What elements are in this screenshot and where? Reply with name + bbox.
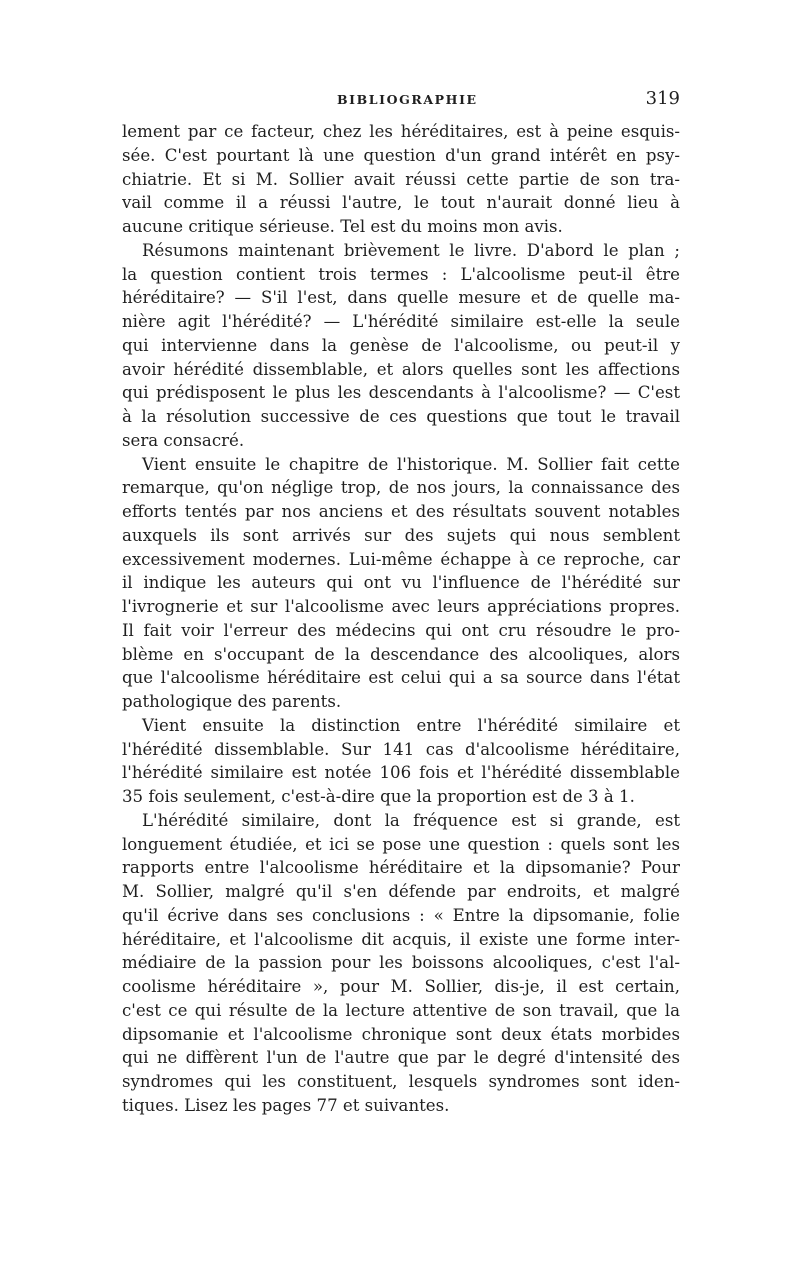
text-line: Résumons maintenant brièvement le livre. D'abord le plan ;	[142, 240, 680, 260]
text-line: Vient ensuite la distinction entre l'hérédité similaire et	[142, 715, 680, 735]
text-line: L'hérédité similaire, dont la fréquence est si grande, est	[142, 810, 680, 830]
text-line: vail comme il a réussi l'autre, le tout n'aurait donné lieu à	[122, 193, 680, 213]
text-line: la question contient trois termes : L'alcoolisme peut-il être	[122, 264, 680, 284]
text-line: longuement étudiée, et ici se pose une question : quels sont les	[122, 834, 680, 854]
body-text	[122, 120, 680, 1118]
text-line: l'ivrognerie et sur l'alcoolisme avec leurs appréciations propres.	[122, 597, 680, 616]
text-line: il indique les auteurs qui ont vu l'influence de l'hérédité sur	[122, 573, 680, 593]
text-line: M. Sollier, malgré qu'il s'en défende par endroits, et malgré	[122, 882, 680, 901]
text-line: syndromes qui les constituent, lesquels syndromes sont iden-	[122, 1072, 680, 1091]
text-line: rapports entre l'alcoolisme héréditaire et la dipsomanie? Pour	[122, 858, 680, 878]
paragraph	[122, 714, 680, 809]
text-line: qu'il écrive dans ses conclusions : « Entre la dipsomanie, folie	[122, 905, 680, 925]
text-line: qui ne diffèrent l'un de l'autre que par le degré d'intensité des	[122, 1048, 680, 1068]
text-line: remarque, qu'on néglige trop, de nos jours, la connaissance des	[122, 478, 680, 498]
text-line: excessivement modernes. Lui-même échappe à ce reproche, car	[122, 549, 680, 569]
text-line: qui prédisposent le plus les descendants à l'alcoolisme? — C'est	[122, 383, 680, 403]
text-line: auxquels ils sont arrivés sur des sujets qui nous semblent	[122, 525, 680, 545]
paragraph	[122, 120, 680, 239]
paragraph	[122, 809, 680, 1118]
text-line: sera consacré.	[122, 430, 245, 450]
text-line: aucune critique sérieuse. Tel est du moins mon avis.	[122, 217, 563, 236]
text-line: efforts tentés par nos anciens et des résultats souvent notables	[122, 502, 680, 521]
text-line: avoir hérédité dissemblable, et alors quelles sont les affections	[122, 359, 680, 379]
paragraph	[122, 453, 680, 714]
paragraph	[122, 239, 680, 453]
text-line: blème en s'occupant de la descendance des alcooliques, alors	[122, 644, 680, 664]
text-line: l'hérédité similaire est notée 106 fois et l'hérédité dissemblable	[122, 763, 680, 783]
text-line: dipsomanie et l'alcoolisme chronique sont deux états morbides	[122, 1024, 680, 1044]
text-line: Vient ensuite le chapitre de l'historique. M. Sollier fait cette	[142, 454, 680, 474]
text-line: lement par ce facteur, chez les héréditaires, est à peine esquis-	[122, 122, 680, 141]
text-line: à la résolution successive de ces questions que tout le travail	[122, 407, 680, 426]
text-line: l'hérédité dissemblable. Sur 141 cas d'alcoolisme héréditaire,	[122, 739, 680, 759]
text-line: héréditaire, et l'alcoolisme dit acquis, il existe une forme inter-	[122, 929, 680, 949]
text-line: sée. C'est pourtant là une question d'un grand intérêt en psy-	[122, 145, 680, 165]
text-line: héréditaire? — S'il l'est, dans quelle mesure et de quelle ma-	[122, 288, 680, 308]
running-title: BIBLIOGRAPHIE	[337, 92, 478, 107]
text-line: tiques. Lisez les pages 77 et suivantes.	[122, 1095, 450, 1115]
page-number: 319	[645, 88, 680, 109]
text-line: c'est ce qui résulte de la lecture attentive de son travail, que la	[122, 1000, 680, 1020]
text-line: nière agit l'hérédité? — L'hérédité similaire est-elle la seule	[122, 312, 680, 331]
text-line: que l'alcoolisme héréditaire est celui qui a sa source dans l'état	[122, 668, 680, 688]
running-head	[122, 88, 680, 116]
text-line: coolisme héréditaire », pour M. Sollier, dis-je, il est certain,	[122, 977, 680, 996]
text-line: Il fait voir l'erreur des médecins qui ont cru résoudre le pro-	[122, 620, 680, 640]
text-line: qui intervienne dans la genèse de l'alcoolisme, ou peut-il y	[122, 335, 680, 355]
text-line: chiatrie. Et si M. Sollier avait réussi cette partie de son tra-	[122, 169, 680, 189]
text-line: pathologique des parents.	[122, 692, 342, 711]
text-line: 35 fois seulement, c'est-à-dire que la proportion est de 3 à 1.	[122, 787, 635, 806]
text-line: médiaire de la passion pour les boissons alcooliques, c'est l'al-	[122, 953, 680, 973]
